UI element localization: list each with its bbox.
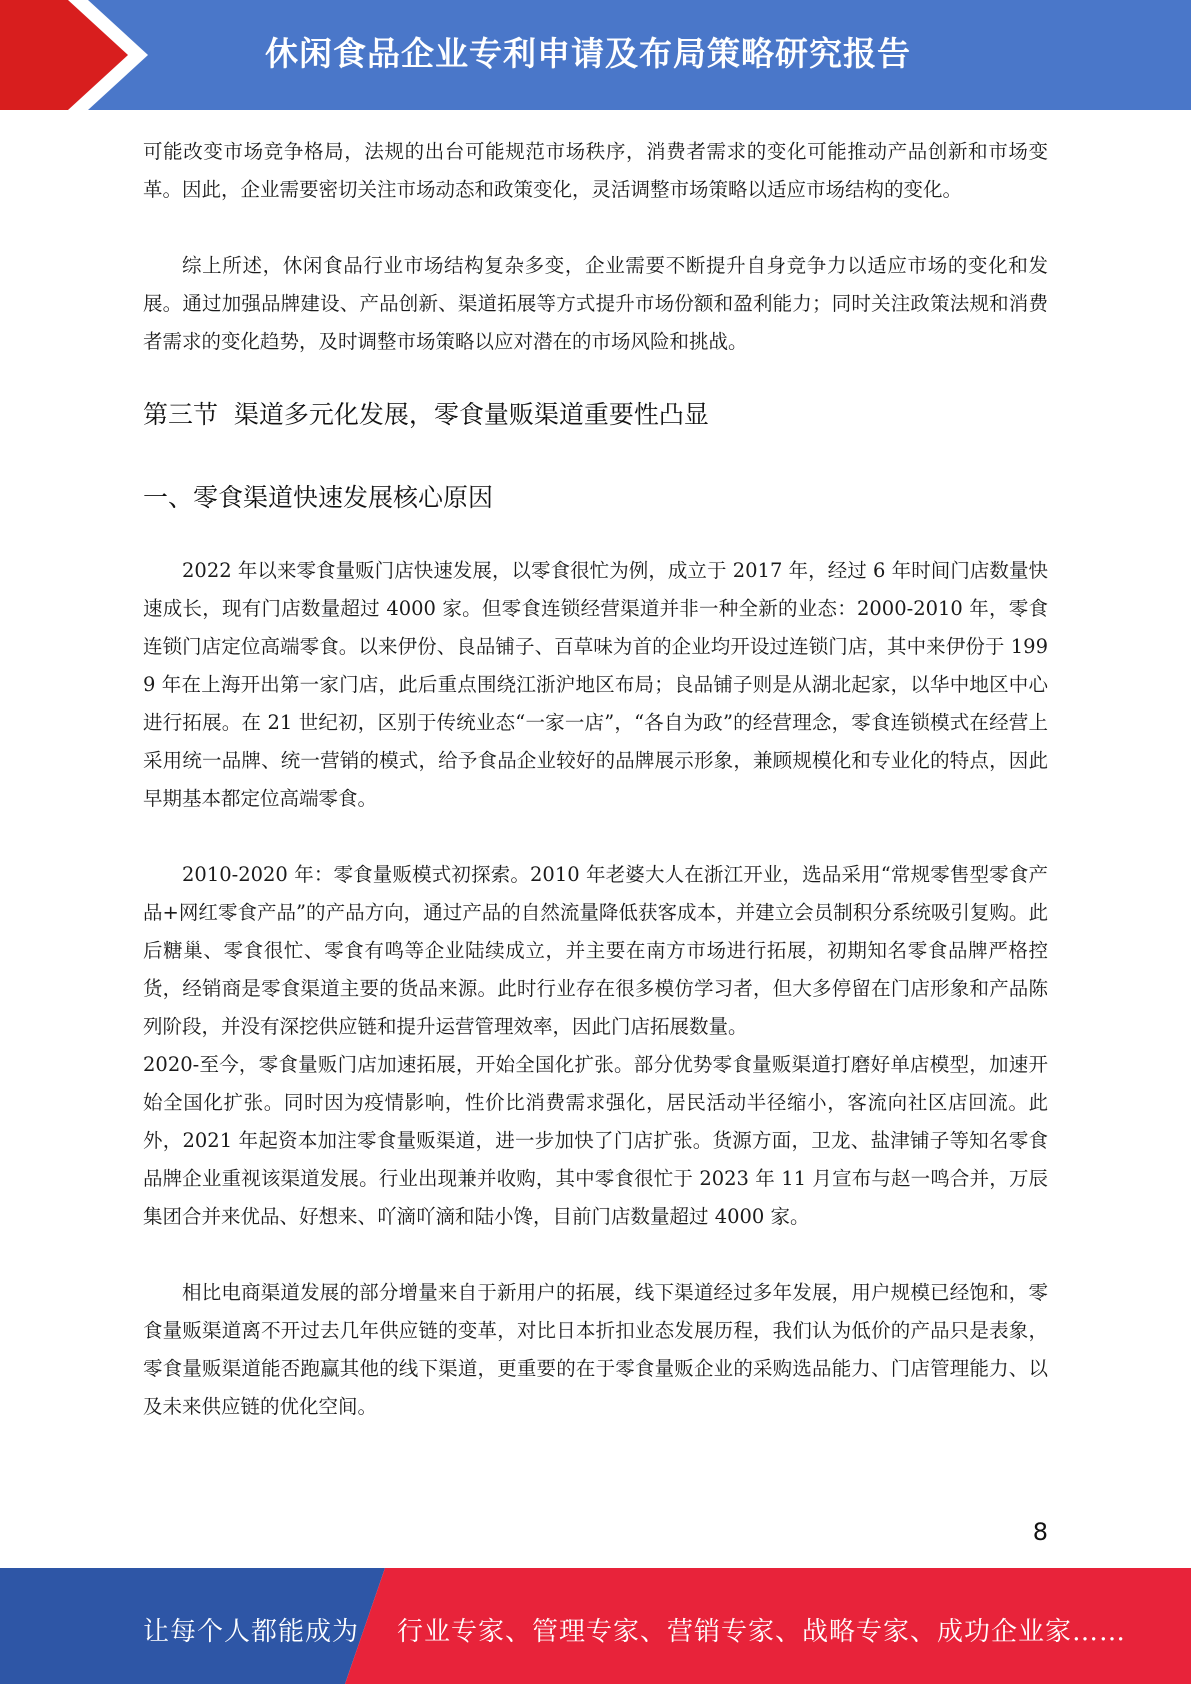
report-title: 休闲食品企业专利申请及布局策略研究报告 xyxy=(265,34,911,73)
page-content xyxy=(143,133,1048,1426)
section-heading: 第三节 渠道多元化发展，零食量贩渠道重要性凸显 xyxy=(143,400,709,429)
page-header xyxy=(0,0,1191,110)
footer-slogan-right: 行业专家、管理专家、营销专家、战略专家、成功企业家…… xyxy=(397,1617,1127,1647)
page-number: 8 xyxy=(1032,1518,1048,1546)
paragraph-3: 2022 年以来零食量贩门店快速发展，以零食很忙为例，成立于 2017 年，经过 6 年时间门店数量快速成长，现有门店数量超过 4000 家。但零食连锁经营渠道并非一种全新的业态：2000-2010 年，零食连锁门店定位高端零食。以来伊份、良品铺子、百草味为首的企业均开设过连锁门店，其中来伊份于 1999 年在上海开出第一家门店，此后重点围绕江浙沪地区布局；良品铺子则是从湖北起家，以华中地区中心进行拓展。在 21 世纪初，区别于传统业态“一家一店”，“各自为政”的经营理念，零食连锁模式在经营上采用统一品牌、统一营销的模式，给予食品企业较好的品牌展示形象，兼顾规模化和专业化的特点，因此早期基本都定位高端零食。 xyxy=(143,559,1048,810)
paragraph-1: 可能改变市场竞争格局，法规的出台可能规范市场秩序，消费者需求的变化可能推动产品创新和市场变革。因此，企业需要密切关注市场动态和政策变化，灵活调整市场策略以适应市场结构的变化。 xyxy=(143,140,1048,201)
paragraph-6: 相比电商渠道发展的部分增量来自于新用户的拓展，线下渠道经过多年发展，用户规模已经饱和，零食量贩渠道离不开过去几年供应链的变革，对比日本折扣业态发展历程，我们认为低价的产品只是表象，零食量贩渠道能否跑赢其他的线下渠道，更重要的在于零食量贩企业的采购选品能力、门店管理能力、以及未来供应链的优化空间。 xyxy=(143,1281,1048,1418)
header-arrow-decoration xyxy=(0,0,150,110)
paragraph-5: 2020-至今，零食量贩门店加速拓展，开始全国化扩张。部分优势零食量贩渠道打磨好单店模型，加速开始全国化扩张。同时因为疫情影响，性价比消费需求强化，居民活动半径缩小，客流向社区店回流。此外，2021 年起资本加注零食量贩渠道，进一步加快了门店扩张。货源方面，卫龙、盐津铺子等知名零食品牌企业重视该渠道发展。行业出现兼并收购，其中零食很忙于 2023 年 11 月宣布与赵一鸣合并，万辰集团合并来优品、好想来、吖滴吖滴和陆小馋，目前门店数量超过 4000 家。 xyxy=(143,1053,1048,1228)
subsection-heading: 一、零食渠道快速发展核心原因 xyxy=(143,483,494,512)
paragraph-4: 2010-2020 年：零食量贩模式初探索。2010 年老婆大人在浙江开业，选品采用“常规零售型零食产品+网红零食产品”的产品方向，通过产品的自然流量降低获客成本，并建立会员制积分系统吸引复购。此后糖巢、零食很忙、零食有鸣等企业陆续成立，并主要在南方市场进行拓展，初期知名零食品牌严格控货，经销商是零食渠道主要的货品来源。此时行业存在很多模仿学习者，但大多停留在门店形象和产品陈列阶段，并没有深挖供应链和提升运营管理效率，因此门店拓展数量。 xyxy=(143,863,1048,1038)
footer-slogan-left: 让每个人都能成为 xyxy=(143,1617,360,1647)
page-footer xyxy=(0,1568,1191,1684)
paragraph-2: 综上所述，休闲食品行业市场结构复杂多变，企业需要不断提升自身竞争力以适应市场的变化和发展。通过加强品牌建设、产品创新、渠道拓展等方式提升市场份额和盈利能力；同时关注政策法规和消费者需求的变化趋势，及时调整市场策略以应对潜在的市场风险和挑战。 xyxy=(143,254,1048,353)
